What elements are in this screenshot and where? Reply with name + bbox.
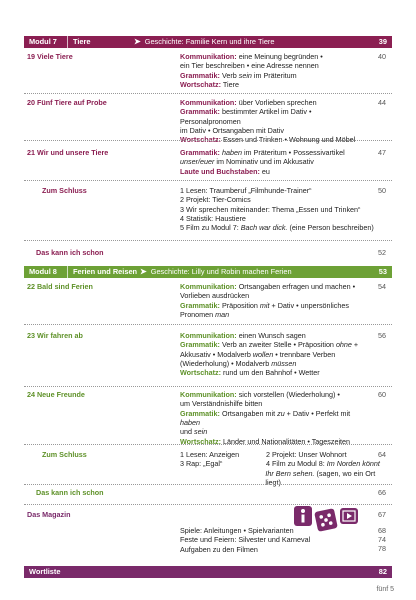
list-item: 2 Projekt: Tier-Comics (180, 195, 251, 205)
section-title: Das kann ich schon (36, 248, 104, 257)
grammatik-label: Grammatik: (180, 70, 220, 80)
text: Pronomen (180, 310, 216, 320)
list-item: 3 Rap: „Egal“ (180, 459, 223, 469)
grammatik-label: Grammatik: (180, 408, 220, 418)
modul-8-header (24, 266, 392, 278)
divider (24, 324, 392, 325)
magazin-icons (286, 506, 358, 532)
divider (24, 180, 392, 181)
lesson-content (180, 98, 370, 145)
lesson-20 (24, 98, 392, 145)
page-number: 54 (378, 282, 386, 291)
text: Ortsangaben erfragen und machen • (236, 282, 356, 291)
text: man (215, 310, 230, 320)
list-item (180, 223, 380, 232)
list-item: 2 Projekt: Unser Wohnort (266, 450, 347, 459)
grammatik-label: Grammatik: (180, 300, 220, 310)
page-number: 44 (378, 98, 386, 107)
text: im Dativ • Ortsangaben mit Dativ (180, 126, 284, 136)
text: Ihr Bern sehen. (265, 468, 315, 478)
lesson-title: 21 Wir und unsere Tiere (27, 148, 109, 157)
divider (24, 93, 392, 94)
wortschatz-label: Wortschatz: (180, 80, 221, 90)
lesson-content (180, 390, 370, 446)
zum-schluss-8 (24, 450, 392, 488)
lesson-content (180, 52, 370, 89)
text: eine Meinung begründen • (236, 52, 323, 61)
kommunikation-label: Kommunikation: (180, 390, 237, 399)
text: (sagen, wo ein Ort liegt) (265, 468, 376, 488)
lesson-title: 24 Neue Freunde (27, 390, 85, 399)
text: Im Norden könnt (326, 459, 380, 469)
divider (24, 140, 392, 141)
text: (eine Person beschreiben) (287, 223, 374, 233)
lesson-content (180, 331, 370, 378)
list-item: 3 Wir sprechen miteinander: Thema „Essen und Trinken“ (180, 204, 361, 214)
wortschatz-label: Wortschatz: (180, 368, 221, 378)
kommunikation-label: Kommunikation: (180, 98, 237, 107)
lesson-title: 19 Viele Tiere (27, 52, 73, 61)
lesson-content (180, 148, 370, 176)
text: müssen (271, 359, 297, 369)
text: + (351, 340, 359, 350)
page-number: 47 (378, 148, 386, 157)
page-number: 64 (378, 450, 386, 459)
text: ohne (335, 340, 352, 350)
divider (24, 240, 392, 241)
text: und (180, 427, 194, 437)
page-number: 66 (378, 488, 386, 497)
modul-7-header (24, 36, 392, 48)
kommunikation-label: Kommunikation: (180, 52, 237, 61)
arrow-right-icon: ➤ (134, 36, 141, 46)
page-number: 50 (378, 186, 386, 195)
modul-story: Geschichte: Familie Kern und ihre Tiere (144, 37, 275, 47)
video-play-icon (340, 508, 358, 524)
text: Akkusativ • Modalverb (180, 349, 253, 359)
wortliste-label: Wortliste (29, 567, 61, 577)
lesson-content (180, 282, 370, 319)
page-number: 74 (378, 535, 386, 544)
text: zu (277, 408, 285, 418)
text: Vorlieben ausdrücken (180, 291, 250, 301)
divider (24, 444, 392, 445)
text: Bach war dick. (240, 223, 288, 233)
text: 4 Film zu Modul 8: (266, 459, 327, 469)
section-content (180, 450, 380, 487)
list-item: 1 Lesen: Traumberuf „Filmhunde-Trainer“ (180, 186, 312, 195)
text: Verb an zweiter Stelle • Präposition (219, 340, 336, 350)
text: Verb (219, 70, 239, 80)
page-number: 67 (378, 510, 386, 519)
divider (24, 504, 392, 505)
text: über Vorlieben sprechen (236, 98, 317, 107)
grammatik-label: Grammatik: (180, 340, 220, 350)
section-content (180, 186, 380, 233)
wortliste-page: 82 (378, 567, 387, 577)
list-item: 4 Statistik: Haustiere (180, 214, 246, 224)
info-icon (294, 506, 312, 526)
text: mit (259, 300, 270, 310)
lesson-21 (24, 148, 392, 178)
das-kann-ich-schon-7 (24, 248, 392, 260)
page-footer: fünf 5 (376, 586, 394, 593)
lesson-19 (24, 52, 392, 90)
list-item: Aufgaben zu den Filmen (180, 544, 258, 554)
text: unser/euer (180, 157, 215, 167)
text: sein (238, 70, 252, 80)
text: einen Wunsch sagen (236, 331, 306, 340)
text: + Dativ • unpersönliches (269, 300, 349, 310)
text: Präposition (219, 300, 260, 310)
text: rund um den Bahnhof • Wetter (221, 368, 320, 378)
text: im Nominativ und im Akkusativ (214, 157, 314, 167)
lesson-23 (24, 331, 392, 381)
page-number: 52 (378, 248, 386, 257)
section-title: Das Magazin (27, 510, 71, 519)
text: ein Tier beschreiben • eine Adresse nennen (180, 61, 319, 71)
text: Tiere (221, 80, 239, 90)
text: im Präteritum • Possessivartikel (241, 148, 345, 157)
text: im Präteritum (251, 70, 297, 80)
text: wollen (252, 349, 274, 359)
lesson-title: 20 Fünf Tiere auf Probe (27, 98, 107, 107)
divider (24, 484, 392, 485)
text: (Wiederholung) • Modalverb (180, 359, 272, 369)
page-number: 40 (378, 52, 386, 61)
das-kann-ich-schon-8 (24, 488, 392, 500)
modul-page: 39 (378, 37, 387, 47)
lesson-24 (24, 390, 392, 446)
lesson-title: 22 Bald sind Ferien (27, 282, 93, 291)
list-item (266, 459, 380, 468)
text: • trennbare Verben (273, 349, 336, 359)
page-number: 78 (378, 544, 386, 553)
text: Essen und Trinken • Wohnung und Möbel (221, 135, 356, 145)
wortschatz-label: Wortschatz: (180, 135, 221, 145)
text: bestimmter Artikel im Dativ • Personalpronomen (180, 107, 312, 126)
wortschatz-label: Wortschatz: (180, 436, 221, 446)
list-item: Spiele: Anleitungen • Spielvarianten (180, 526, 294, 535)
wortliste-header (24, 566, 392, 578)
grammatik-label: Grammatik: (180, 148, 220, 157)
text: haben (180, 418, 200, 428)
lesson-title: 23 Wir fahren ab (27, 331, 83, 340)
lesson-22 (24, 282, 392, 322)
page-number: 68 (378, 526, 386, 535)
text: sich vorstellen (Wiederholung) • (236, 390, 340, 399)
laute-label: Laute und Buchstaben: (180, 166, 260, 176)
grammatik-label: Grammatik: (180, 107, 220, 117)
text: 5 Film zu Modul 7: (180, 223, 241, 233)
modul-theme: Ferien und Reisen (73, 267, 138, 277)
divider (24, 386, 392, 387)
modul-story: Geschichte: Lilly und Robin machen Ferien (150, 267, 292, 277)
text: um Verständnishilfe bitten (180, 399, 263, 409)
kommunikation-label: Kommunikation: (180, 282, 237, 291)
modul-label: Modul 7 (29, 37, 57, 47)
text: sein (194, 427, 208, 437)
text: eu (259, 166, 270, 176)
section-title: Zum Schluss (42, 186, 87, 195)
text: Länder und Nationalitäten • Tageszeiten (221, 436, 351, 446)
text: haben (221, 148, 242, 157)
page-number: 56 (378, 331, 386, 340)
list-item: 1 Lesen: Anzeigen (180, 450, 240, 459)
text: + Dativ • Perfekt mit (284, 408, 351, 418)
text: Ortsangaben mit (219, 408, 278, 418)
kommunikation-label: Kommunikation: (180, 331, 237, 340)
section-title: Das kann ich schon (36, 488, 104, 497)
modul-label: Modul 8 (29, 267, 57, 277)
modul-theme: Tiere (73, 37, 91, 47)
section-title: Zum Schluss (42, 450, 87, 459)
arrow-right-icon: ➤ (140, 266, 147, 276)
page-number: 60 (378, 390, 386, 399)
modul-page: 53 (378, 267, 387, 277)
dice-icon (314, 508, 338, 532)
zum-schluss-7 (24, 186, 392, 236)
list-item: Feste und Feiern: Silvester und Karneval (180, 535, 311, 545)
